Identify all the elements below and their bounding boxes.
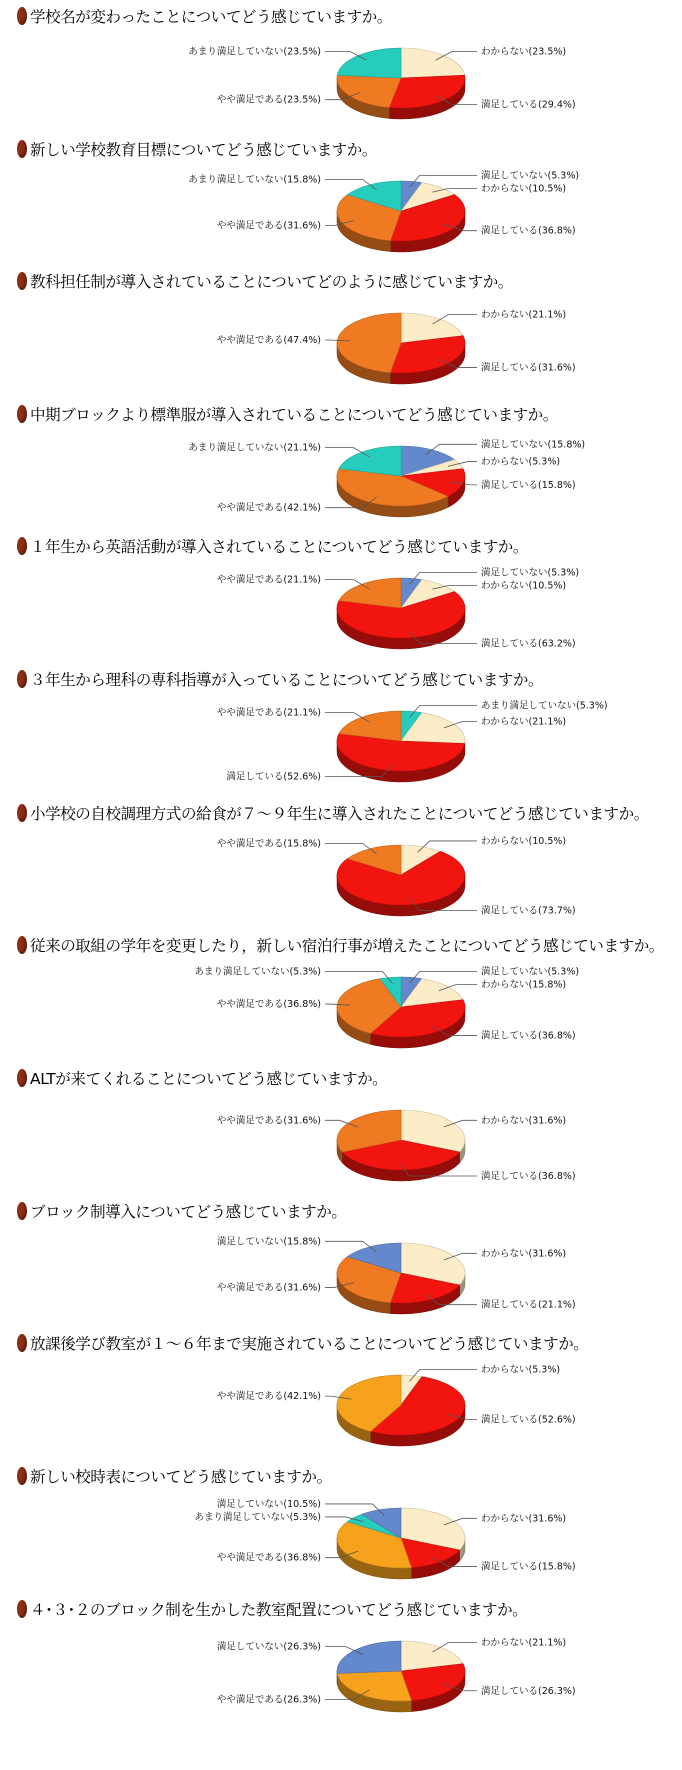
slice-label: やや満足である(42.1%) [216, 502, 321, 514]
slice-label: 満足している(63.2%) [481, 638, 576, 650]
question-title: １年生から英語活動が導入されていることについてどう感じていますか。 [30, 538, 528, 556]
question-title: 中期ブロックより標準服が導入されていることについてどう感じていますか。 [30, 406, 558, 424]
slice-label: 満足している(36.8%) [481, 1030, 576, 1042]
question-block [0, 398, 682, 518]
slice-label: やや満足である(42.1%) [216, 1391, 321, 1403]
question-title: 教科担任制が導入されていることについてどのように感じていますか。 [30, 273, 513, 291]
slice-label: 満足していない(26.3%) [216, 1641, 321, 1653]
slice-label: 満足していない(15.8%) [216, 1236, 321, 1248]
slice-label: 満足している(36.8%) [481, 1171, 576, 1182]
pie-chart [0, 0, 682, 130]
slice-label: やや満足である(47.4%) [216, 335, 321, 347]
question-block [0, 265, 682, 385]
slice-label: やや満足である(31.6%) [216, 220, 321, 232]
slice-label: やや満足である(15.8%) [216, 838, 321, 850]
pie-chart [0, 1593, 682, 1723]
slice-label: やや満足である(21.1%) [216, 574, 321, 586]
pie-chart [0, 530, 682, 660]
slice-label: わからない(5.3%) [481, 1364, 561, 1376]
slice-label: やや満足である(21.1%) [216, 707, 321, 719]
pie-chart [0, 797, 682, 927]
slice-label: わからない(5.3%) [481, 456, 561, 468]
slice-label: 満足していない(15.8%) [481, 439, 586, 451]
pie-chart [0, 663, 682, 793]
pie-slice [337, 1641, 401, 1673]
slice-label: やや満足である(31.6%) [216, 1115, 321, 1127]
question-title: 新しい校時表についてどう感じていますか。 [30, 1468, 332, 1486]
question-block [0, 1062, 682, 1182]
question-title: ALTが来てくれることについてどう感じていますか。 [30, 1070, 388, 1088]
slice-label: わからない(21.1%) [481, 309, 567, 321]
slice-label: 満足している(29.4%) [481, 99, 576, 111]
slice-label: わからない(15.8%) [481, 979, 567, 991]
slice-label: わからない(21.1%) [481, 716, 567, 728]
question-block [0, 1460, 682, 1580]
slice-label: 満足している(21.1%) [481, 1299, 576, 1311]
slice-label: やや満足である(36.8%) [216, 999, 321, 1011]
slice-label: わからない(21.1%) [481, 1637, 567, 1649]
slice-label: わからない(10.5%) [481, 183, 567, 195]
question-block [0, 0, 682, 120]
question-block [0, 1327, 682, 1447]
slice-label: わからない(23.5%) [481, 46, 567, 58]
slice-label: わからない(31.6%) [481, 1248, 567, 1260]
slice-label: やや満足である(36.8%) [216, 1552, 321, 1564]
question-block [0, 663, 682, 783]
slice-label: 満足している(52.6%) [226, 771, 321, 783]
pie-chart [0, 1460, 682, 1590]
slice-label: わからない(10.5%) [481, 835, 567, 847]
slice-label: あまり満足していない(21.1%) [188, 442, 321, 454]
slice-label: あまり満足していない(5.3%) [194, 1511, 321, 1523]
slice-label: 満足している(31.6%) [481, 362, 576, 374]
slice-label: やや満足である(31.6%) [216, 1282, 321, 1294]
slice-label: 満足している(26.3%) [481, 1685, 576, 1697]
slice-label: 満足していない(10.5%) [216, 1498, 321, 1510]
pie-chart [0, 133, 682, 263]
pie-chart [0, 1195, 682, 1325]
pie-slice [401, 48, 465, 78]
slice-label: 満足していない(5.3%) [481, 567, 580, 579]
slice-label: あまり満足していない(5.3%) [481, 700, 608, 712]
pie-chart [0, 265, 682, 395]
slice-label: あまり満足していない(15.8%) [188, 174, 321, 186]
question-block [0, 530, 682, 650]
slice-label: 満足している(15.8%) [481, 479, 576, 491]
question-title: ３年生から理科の専科指導が入っていることについてどう感じていますか。 [30, 671, 544, 689]
slice-label: あまり満足していない(5.3%) [194, 966, 321, 978]
question-title: 小学校の自校調理方式の給食が７～９年生に導入されたことについてどう感じていますか。 [30, 805, 649, 823]
question-block [0, 1593, 682, 1713]
slice-label: わからない(31.6%) [481, 1115, 567, 1127]
pie-chart [0, 1327, 682, 1457]
question-title: 放課後学び教室が１～６年まで実施されていることについてどう感じていますか。 [30, 1335, 589, 1353]
slice-label: 満足している(73.7%) [481, 905, 576, 917]
slice-label: 満足している(52.6%) [481, 1414, 576, 1426]
question-title: 新しい学校教育目標についてどう感じていますか。 [30, 141, 377, 159]
question-block [0, 133, 682, 253]
question-title: ４･３･２のブロック制を生かした教室配置についてどう感じていますか。 [30, 1601, 528, 1619]
question-title: 学校名が変わったことについてどう感じていますか。 [30, 8, 392, 26]
slice-label: 満足している(15.8%) [481, 1561, 576, 1573]
slice-label: 満足していない(5.3%) [481, 966, 580, 978]
question-title: 従来の取組の学年を変更したり，新しい宿泊行事が増えたことについてどう感じていますか。 [30, 937, 664, 955]
question-block [0, 797, 682, 917]
slice-label: 満足していない(5.3%) [481, 170, 580, 182]
slice-label: あまり満足していない(23.5%) [188, 46, 321, 58]
slice-label: 満足している(36.8%) [481, 225, 576, 237]
slice-label: わからない(31.6%) [481, 1513, 567, 1525]
pie-chart [0, 398, 682, 528]
question-block [0, 1195, 682, 1315]
pie-slice [337, 48, 401, 78]
pie-chart [0, 1062, 682, 1192]
question-title: ブロック制導入についてどう感じていますか。 [30, 1203, 347, 1221]
slice-label: やや満足である(23.5%) [216, 94, 321, 106]
slice-label: わからない(10.5%) [481, 580, 567, 592]
question-block [0, 929, 682, 1049]
pie-chart [0, 929, 682, 1059]
slice-label: やや満足である(26.3%) [216, 1694, 321, 1706]
